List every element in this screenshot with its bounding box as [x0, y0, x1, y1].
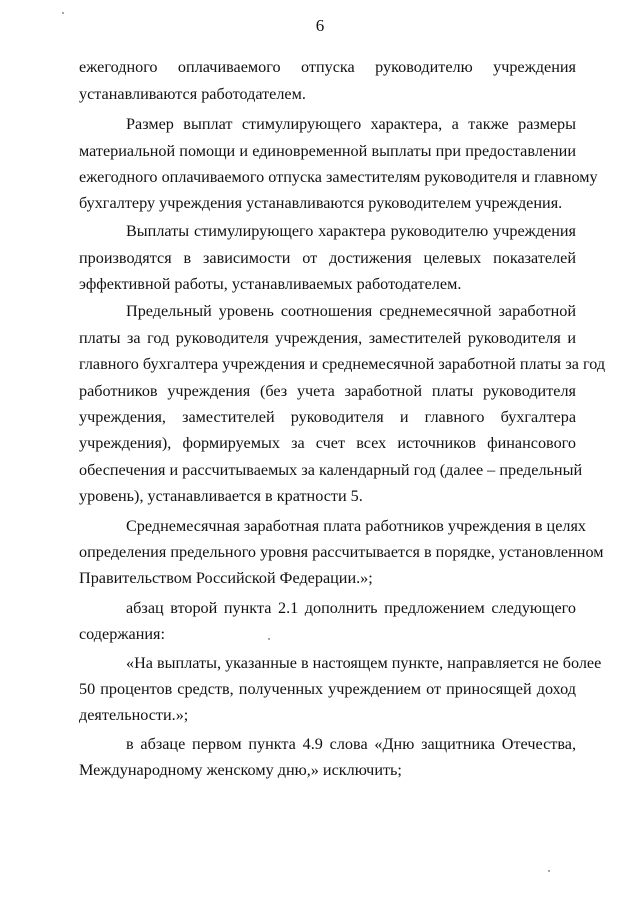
text-line: 50 процентов средств, полученных учреждением от приносящей доход	[79, 680, 576, 698]
text-line: Правительством Российской Федерации.»;	[79, 569, 373, 587]
text-line: материальной помощи и единовременной выплаты при предоставлении	[79, 142, 576, 160]
text-line: ежегодного оплачиваемого отпуска руководителю учреждения	[79, 58, 576, 76]
text-line: уровень), устанавливается в кратности 5.	[79, 487, 363, 505]
text-line: определения предельного уровня рассчитывается в порядке, установленном	[79, 543, 604, 561]
text-line: Среднемесячная заработная плата работников учреждения в целях	[126, 517, 586, 535]
text-line: Предельный уровень соотношения среднемесячной заработной	[126, 302, 576, 320]
text-line: учреждения, заместителей руководителя и главного бухгалтера	[79, 408, 576, 426]
text-line: работников учреждения (без учета заработной платы руководителя	[79, 382, 576, 400]
scan-speck	[548, 870, 550, 872]
text-line: обеспечения и рассчитываемых за календарный год (далее – предельный	[79, 461, 583, 479]
page-number: 6	[315, 16, 325, 35]
text-line: Размер выплат стимулирующего характера, а также размеры	[126, 115, 576, 133]
text-line: главного бухгалтера учреждения и среднемесячной заработной платы за год	[79, 355, 606, 373]
text-line: Выплаты стимулирующего характера руководителю учреждения	[126, 222, 576, 240]
text-line: абзац второй пункта 2.1 дополнить предложением следующего	[126, 599, 576, 617]
text-line: бухгалтеру учреждения устанавливаются руководителем учреждения.	[79, 194, 563, 212]
text-line: деятельности.»;	[79, 706, 189, 724]
text-line: учреждения), формируемых за счет всех источников финансового	[79, 434, 576, 452]
text-line: в абзаце первом пункта 4.9 слова «Дню защитника Отечества,	[126, 735, 576, 753]
text-line: ежегодного оплачиваемого отпуска заместителям руководителя и главному	[79, 168, 598, 186]
text-line: содержания:	[79, 625, 165, 643]
text-line: производятся в зависимости от достижения целевых показателей	[79, 249, 576, 267]
text-line: платы за год руководителя учреждения, заместителей руководителя и	[79, 329, 576, 347]
text-line: устанавливаются работодателем.	[79, 85, 306, 103]
scan-speck	[268, 638, 270, 640]
text-line: эффективной работы, устанавливаемых работодателем.	[79, 275, 462, 293]
text-line: «На выплаты, указанные в настоящем пункте, направляется не более	[126, 654, 602, 672]
scan-speck	[62, 12, 64, 14]
text-line: Международному женскому дню,» исключить;	[79, 761, 402, 779]
